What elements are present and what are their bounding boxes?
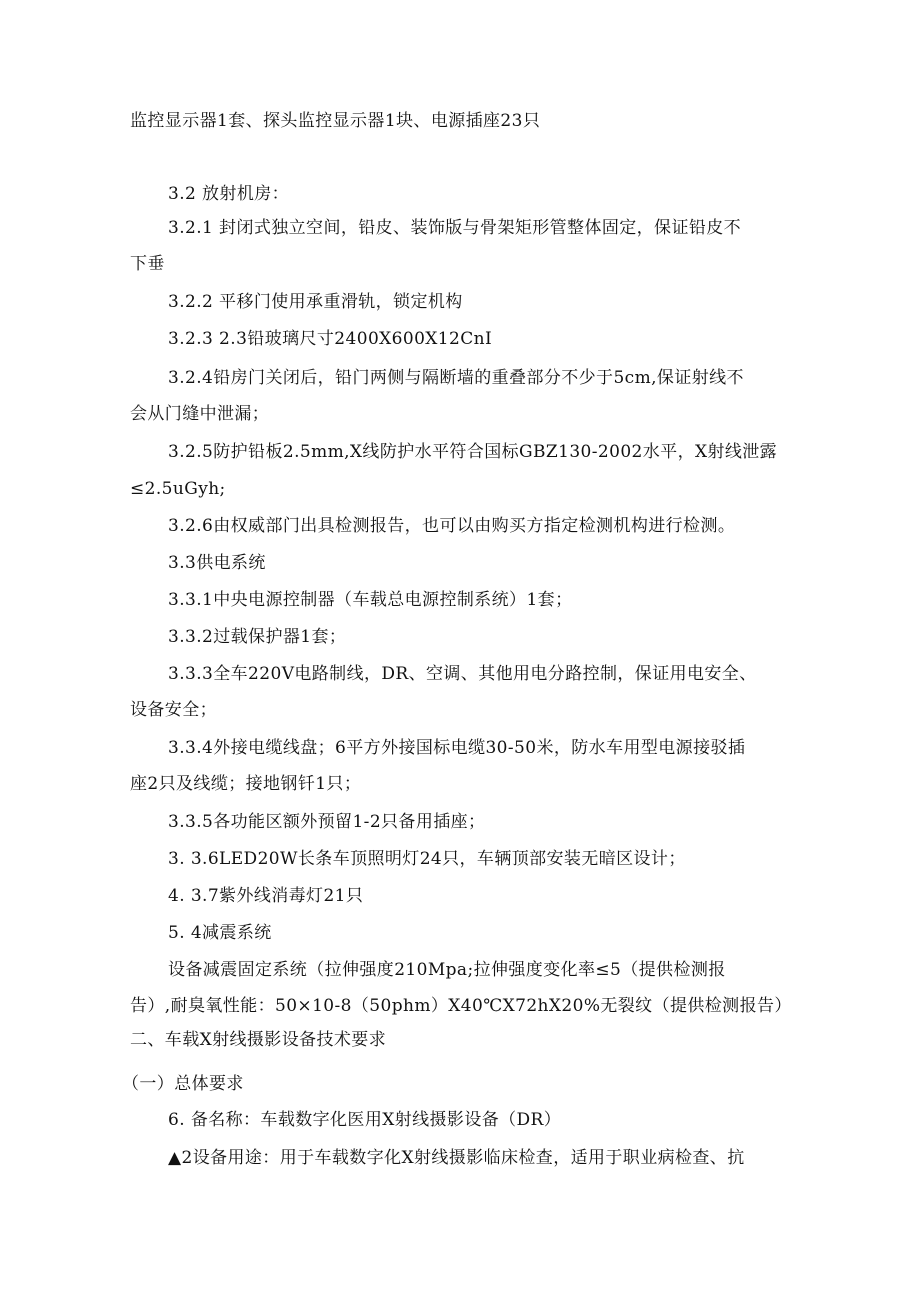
text-line: 3.2.2 平移门使用承重滑轨，锁定机构 [168, 292, 463, 312]
text-line: 监控显示器1套、探头监控显示器1块、电源插座23只 [130, 111, 541, 131]
text-line: 设备减震固定系统（拉伸强度210Mpa;拉伸强度变化率≤5（提供检测报 [168, 960, 726, 980]
text-line: ≤2.5uGyh; [130, 479, 226, 499]
section-heading: 5. 4减震系统 [168, 923, 272, 943]
text-line: 3.2.4铅房门关闭后，铅门两侧与隔断墙的重叠部分不少于5cm,保证射线不 [168, 368, 744, 388]
subsection-heading: （一）总体要求 [122, 1074, 244, 1094]
text-line: 6. 备名称：车载数字化医用X射线摄影设备（DR） [168, 1110, 562, 1130]
chapter-heading: 二、车载X射线摄影设备技术要求 [130, 1030, 387, 1050]
text-line: 3.2.5防护铅板2.5mm,X线防护水平符合国标GBZ130-2002水平，X射线泄露 [168, 442, 778, 462]
section-heading: 3.3供电系统 [168, 553, 266, 573]
text-line: 3.2.1 封闭式独立空间，铅皮、装饰版与骨架矩形管整体固定，保证铅皮不 [168, 218, 742, 238]
section-heading: 3.2 放射机房： [168, 184, 290, 204]
text-line: 3.2.6由权威部门出具检测报告，也可以由购买方指定检测机构进行检测。 [168, 516, 736, 536]
text-line: 告）,耐臭氧性能：50×10-8（50phm）X40℃X72hX20%无裂纹（提供检测报告） [130, 996, 792, 1016]
text-line: 设备安全； [130, 700, 217, 720]
text-line: 3.2.3 2.3铅玻璃尺寸2400X600X12CnI [168, 329, 493, 349]
text-line: 4. 3.7紫外线消毒灯21只 [168, 886, 364, 906]
text-line: 3.3.2过载保护器1套； [168, 627, 347, 647]
text-line: 3.3.1中央电源控制器（车载总电源控制系统）1套； [168, 590, 573, 610]
text-line: 下垂 [130, 254, 165, 274]
text-line: 3. 3.6LED20W长条车顶照明灯24只，车辆顶部安装无暗区设计； [168, 849, 686, 869]
text-line: 3.3.5各功能区额外预留1-2只备用插座； [168, 812, 486, 832]
text-line: 会从门缝中泄漏； [130, 404, 270, 424]
text-line: ▲2设备用途：用于车载数字化X射线摄影临床检查，适用于职业病检查、抗 [168, 1148, 745, 1168]
text-line: 3.3.3全车220V电路制线，DR、空调、其他用电分路控制，保证用电安全、 [168, 664, 757, 684]
text-line: 座2只及线缆；接地钢钎1只； [130, 774, 362, 794]
text-line: 3.3.4外接电缆线盘；6平方外接国标电缆30-50米，防水车用型电源接驳插 [168, 738, 746, 758]
